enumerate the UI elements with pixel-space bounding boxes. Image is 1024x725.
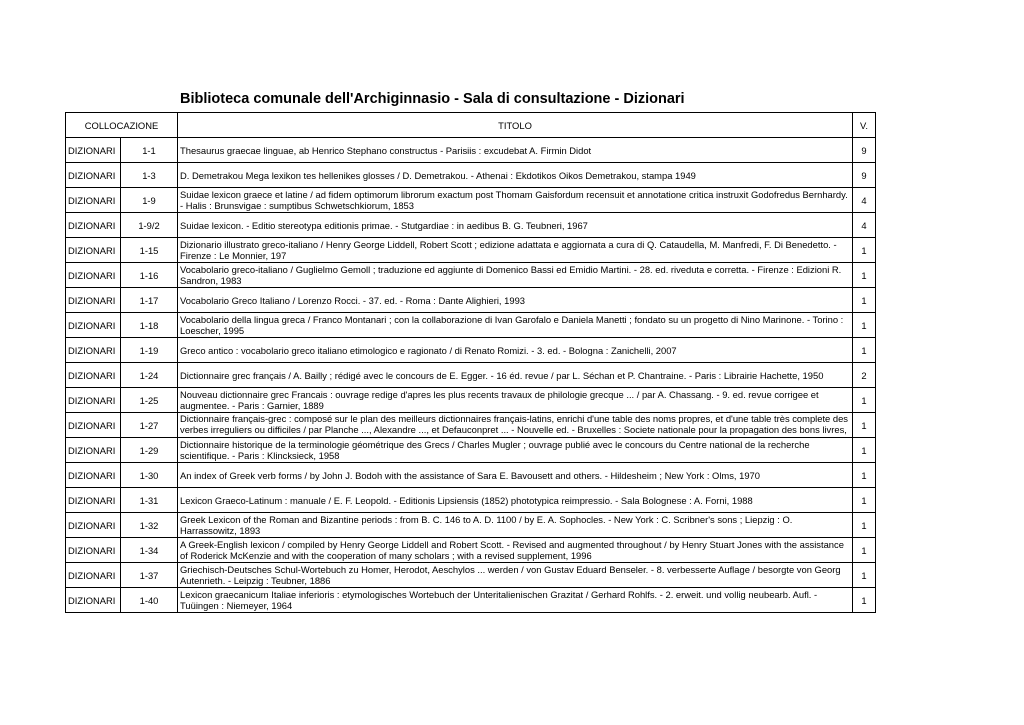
cell-number (121, 438, 178, 463)
cell-number (121, 488, 178, 513)
cell-title (178, 463, 853, 488)
cell-number-text: 1-30 (139, 469, 159, 481)
table-row (66, 413, 876, 438)
cell-number-text: 1-9 (142, 194, 156, 206)
cell-number (121, 163, 178, 188)
cell-section-text: DIZIONARI (68, 294, 116, 306)
table-row (66, 338, 876, 363)
cell-number-text: 1-16 (139, 269, 159, 281)
cell-title-text: Vocabolario greco-italiano / Guglielmo Gemoll ; traduzione ed aggiunte di Domenico Bassi ed Emidio Martini. - 28. ed. riveduta e corretta. - Firenze : Edizioni R. Sandron, 1983 (180, 264, 842, 286)
cell-volumes-text: 9 (861, 169, 867, 181)
cell-number-text: 1-34 (139, 544, 159, 556)
cell-section-text: DIZIONARI (68, 394, 116, 406)
cell-section (66, 213, 121, 238)
cell-section (66, 563, 121, 588)
cell-section-text: DIZIONARI (68, 319, 116, 331)
cell-section (66, 188, 121, 213)
cell-number (121, 338, 178, 363)
cell-volumes-text: 1 (861, 544, 867, 556)
cell-title (178, 263, 853, 288)
cell-number-text: 1-40 (139, 594, 159, 606)
cell-section-text: DIZIONARI (68, 544, 116, 556)
cell-title-text: Suidae lexicon. - Editio stereotypa editionis primae. - Stutgardiae : in aedibus B. G. Teubneri, 1967 (180, 219, 588, 231)
cell-number-text: 1-17 (139, 294, 159, 306)
cell-title (178, 138, 853, 163)
table-row (66, 588, 876, 613)
cell-title (178, 438, 853, 463)
cell-volumes-text: 4 (861, 219, 867, 231)
cell-volumes (853, 363, 876, 388)
cell-section (66, 513, 121, 538)
cell-number (121, 538, 178, 563)
cell-section-text: DIZIONARI (68, 569, 116, 581)
header-titolo: TITOLO (178, 113, 853, 138)
cell-section-text: DIZIONARI (68, 594, 116, 606)
cell-section (66, 263, 121, 288)
cell-section-text: DIZIONARI (68, 369, 116, 381)
cell-section (66, 463, 121, 488)
cell-number (121, 563, 178, 588)
cell-volumes (853, 313, 876, 338)
cell-volumes-text: 9 (861, 144, 867, 156)
cell-number (121, 313, 178, 338)
cell-section (66, 363, 121, 388)
cell-volumes (853, 513, 876, 538)
cell-title-text: Greco antico : vocabolario greco italiano etimologico e ragionato / di Renato Romizi. - 3. ed. - Bologna : Zanichelli, 2007 (180, 344, 677, 356)
table-row (66, 563, 876, 588)
cell-title-text: Dictionnaire grec français / A. Bailly ; rédigé avec le concours de E. Egger. - 16 éd. revue / par L. Séchan et P. Chantraine. - Paris : Librairie Hachette, 1950 (180, 369, 824, 381)
cell-section (66, 438, 121, 463)
cell-number (121, 463, 178, 488)
cell-title (178, 188, 853, 213)
cell-section (66, 488, 121, 513)
cell-section (66, 588, 121, 613)
cell-section-text: DIZIONARI (68, 419, 116, 431)
cell-title-text: Vocabolario della lingua greca / Franco Montanari ; con la collaborazione di Ivan Garofalo e Daniela Manetti ; fondato su un progetto di Nino Marinone. - Torino : Loescher, 1995 (180, 314, 844, 336)
cell-number-text: 1-9/2 (138, 219, 160, 231)
cell-title (178, 388, 853, 413)
cell-volumes (853, 488, 876, 513)
cell-volumes (853, 213, 876, 238)
cell-volumes (853, 413, 876, 438)
cell-volumes (853, 163, 876, 188)
cell-volumes-text: 1 (861, 469, 867, 481)
table-row (66, 238, 876, 263)
cell-number-text: 1-32 (139, 519, 159, 531)
cell-section (66, 138, 121, 163)
cell-volumes-text: 1 (861, 319, 867, 331)
cell-number (121, 388, 178, 413)
cell-volumes (853, 388, 876, 413)
cell-number-text: 1-3 (142, 169, 156, 181)
cell-title-text: Thesaurus graecae linguae, ab Henrico Stephano constructus - Parisiis : excudebat A. Firmin Didot (180, 144, 592, 156)
table-row (66, 263, 876, 288)
cell-title-text: D. Demetrakou Mega lexikon tes hellenikes glosses / D. Demetrakou. - Athenai : Ekdotikos Oikos Demetrakou, stampa 1949 (180, 169, 696, 181)
cell-volumes-text: 1 (861, 294, 867, 306)
cell-title (178, 538, 853, 563)
cell-volumes-text: 1 (861, 444, 867, 456)
cell-volumes-text: 1 (861, 344, 867, 356)
cell-number-text: 1-19 (139, 344, 159, 356)
cell-title-text: Nouveau dictionnaire grec Francais : ouvrage redige d'apres les plus recents travaux de philologie grecque ... / par A. Chassang. - 9. ed. revue corrigee et augmentee. - Paris : Garnier, 1889 (180, 389, 819, 411)
cell-volumes (853, 188, 876, 213)
header-volumes: V. (853, 113, 876, 138)
cell-number (121, 238, 178, 263)
cell-number-text: 1-31 (139, 494, 159, 506)
cell-section (66, 288, 121, 313)
cell-section (66, 538, 121, 563)
cell-volumes-text: 1 (861, 244, 867, 256)
cell-section-text: DIZIONARI (68, 219, 116, 231)
cell-number (121, 263, 178, 288)
cell-section-text: DIZIONARI (68, 169, 116, 181)
table-row (66, 288, 876, 313)
table-row (66, 538, 876, 563)
cell-title (178, 363, 853, 388)
cell-title (178, 213, 853, 238)
cell-volumes-text: 1 (861, 269, 867, 281)
cell-number (121, 138, 178, 163)
table-row (66, 513, 876, 538)
table-row (66, 488, 876, 513)
cell-title (178, 488, 853, 513)
cell-section-text: DIZIONARI (68, 344, 116, 356)
cell-number-text: 1-25 (139, 394, 159, 406)
cell-number-text: 1-18 (139, 319, 159, 331)
cell-section-text: DIZIONARI (68, 269, 116, 281)
cell-volumes (853, 338, 876, 363)
table-row (66, 463, 876, 488)
table-row (66, 188, 876, 213)
cell-volumes-text: 1 (861, 419, 867, 431)
cell-title-text: Lexicon Graeco-Latinum : manuale / E. F. Leopold. - Editionis Lipsiensis (1852) phototypica reimpressio. - Sala Bolognese : A. Forni, 1988 (180, 494, 753, 506)
cell-volumes (853, 588, 876, 613)
cell-title-text: Dictionnaire français-grec : composé sur le plan des meilleurs dictionnaires français-latins, enrichi d'une table des noms propres, et d'une table très complete des verbes irreguliers ou difficiles / par Planche ..., Alexandre ..., et Defauconpret ... - Nouvelle ed. - Bruxelles : Societe nationale pour la propagation des bons livres, (180, 413, 848, 435)
cell-volumes (853, 563, 876, 588)
table-row (66, 438, 876, 463)
cell-number (121, 213, 178, 238)
cell-volumes-text: 1 (861, 594, 867, 606)
cell-volumes-text: 4 (861, 194, 867, 206)
cell-title-text: A Greek-English lexicon / compiled by Henry George Liddell and Robert Scott. - Revised and augmented throughout / by Henry Stuart Jones with the assistance of Roderick McKenzie and with the cooperation of many scholars ; with a revised supplement, 1996 (180, 539, 844, 561)
table-header-row (66, 113, 876, 138)
header-collocazione: COLLOCAZIONE (66, 113, 178, 138)
cell-volumes-text: 1 (861, 494, 867, 506)
cell-section (66, 238, 121, 263)
cell-title-text: Lexicon graecanicum Italiae inferioris : etymologisches Wortebuch der Unteritalienischen Grazitat / Gerhard Rohlfs. - 2. erweit. und vollig neubearb. Aufl. - Tuüingen : Niemeyer, 1964 (180, 589, 818, 611)
cell-volumes-text: 1 (861, 394, 867, 406)
cell-section-text: DIZIONARI (68, 444, 116, 456)
cell-section (66, 338, 121, 363)
cell-volumes (853, 438, 876, 463)
table-row (66, 213, 876, 238)
cell-title-text: Greek Lexicon of the Roman and Bizantine periods : from B. C. 146 to A. D. 1100 / by E. A. Sophocles. - New York : C. Scribner's sons ; Liepzig : O. Harrassowitz, 1893 (180, 514, 793, 536)
cell-volumes (853, 238, 876, 263)
cell-volumes (853, 138, 876, 163)
cell-title (178, 238, 853, 263)
table-row (66, 163, 876, 188)
cell-section-text: DIZIONARI (68, 144, 116, 156)
cell-title-text: Griechisch-Deutsches Schul-Wortebuch zu Homer, Herodot, Aeschylos ... werden / von Gustav Eduard Benseler. - 8. verbesserte Auflage / besorgte von Georg Autenrieth. - Leipzig : Teubner, 1886 (180, 564, 841, 586)
cell-number-text: 1-29 (139, 444, 159, 456)
cell-section-text: DIZIONARI (68, 469, 116, 481)
cell-section (66, 388, 121, 413)
table-row (66, 388, 876, 413)
cell-title-text: Dizionario illustrato greco-italiano / Henry George Liddell, Robert Scott ; edizione adattata e aggiornata a cura di Q. Cataudella, M. Manfredi, F. Di Benedetto. - Firenze : Le Monnier, 197 (180, 239, 837, 261)
cell-number-text: 1-24 (139, 369, 159, 381)
cell-number (121, 513, 178, 538)
cell-title-text: Vocabolario Greco Italiano / Lorenzo Rocci. - 37. ed. - Roma : Dante Alighieri, 1993 (180, 294, 525, 306)
cell-volumes (853, 288, 876, 313)
cell-section-text: DIZIONARI (68, 244, 116, 256)
cell-title (178, 563, 853, 588)
page-title: Biblioteca comunale dell'Archiginnasio - Sala di consultazione - Dizionari (180, 91, 685, 107)
cell-section (66, 413, 121, 438)
table-row (66, 363, 876, 388)
cell-section-text: DIZIONARI (68, 494, 116, 506)
cell-section-text: DIZIONARI (68, 194, 116, 206)
cell-section (66, 163, 121, 188)
cell-volumes-text: 1 (861, 519, 867, 531)
cell-title-text: Dictionnaire historique de la terminologie géométrique des Grecs / Charles Mugler ; ouvrage publié avec le concours du Centre national de la recherche scientifique. - Paris : Klincksieck, 1958 (180, 439, 810, 461)
cell-section-text: DIZIONARI (68, 519, 116, 531)
cell-volumes-text: 1 (861, 569, 867, 581)
cell-number-text: 1-37 (139, 569, 159, 581)
cell-number-text: 1-15 (139, 244, 159, 256)
cell-volumes (853, 538, 876, 563)
cell-volumes (853, 263, 876, 288)
cell-number (121, 363, 178, 388)
cell-title (178, 588, 853, 613)
table-row (66, 138, 876, 163)
cell-number-text: 1-27 (139, 419, 159, 431)
cell-volumes (853, 463, 876, 488)
cell-section (66, 313, 121, 338)
cell-title (178, 313, 853, 338)
cell-title (178, 163, 853, 188)
cell-number (121, 413, 178, 438)
cell-title-text: An index of Greek verb forms / by John J. Bodoh with the assistance of Sara E. Bavousett and others. - Hildesheim ; New York : Olms, 1970 (180, 469, 760, 481)
cell-title (178, 338, 853, 363)
cell-number-text: 1-1 (142, 144, 156, 156)
cell-title (178, 513, 853, 538)
catalog-table (65, 112, 876, 613)
cell-volumes-text: 2 (861, 369, 867, 381)
cell-number (121, 288, 178, 313)
table-row (66, 313, 876, 338)
cell-title (178, 288, 853, 313)
cell-title-text: Suidae lexicon graece et latine / ad fidem optimorum librorum exactum post Thomam Gaisfordum recensuit et annotatione critica instruxit Godofredus Bernhardy. - Halis : Brunsvigae : sumptibus Schwetschkiorum, 1853 (180, 189, 848, 211)
cell-number (121, 588, 178, 613)
cell-number (121, 188, 178, 213)
cell-title (178, 413, 853, 438)
